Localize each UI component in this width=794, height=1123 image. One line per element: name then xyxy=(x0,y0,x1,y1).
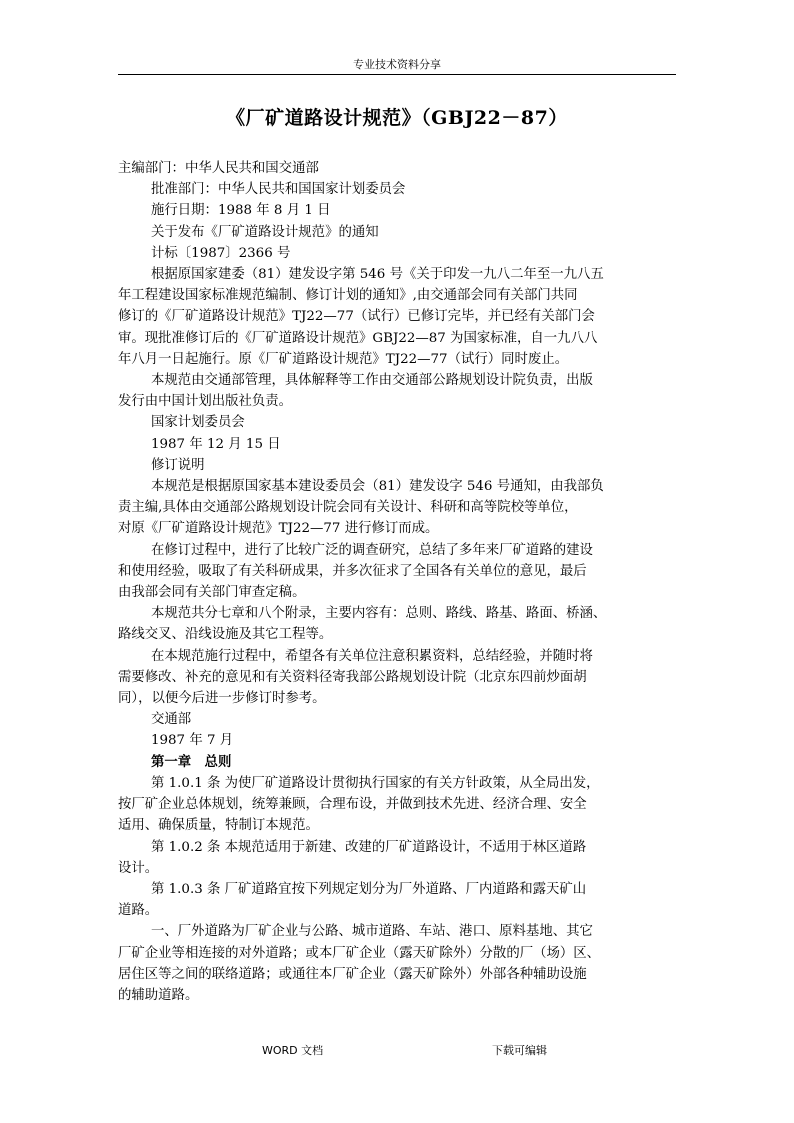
text-line: 发行由中国计划出版社负责。 xyxy=(118,394,293,410)
footer-left: WORD 文档 xyxy=(262,1044,324,1057)
header-divider xyxy=(118,74,676,75)
text-line: 设计。 xyxy=(118,860,159,876)
text-line: 第 1.0.3 条 厂矿道路宜按下列规定划分为厂外道路、厂内道路和露天矿山 xyxy=(151,881,587,897)
text-line: 1987 年 7 月 xyxy=(151,733,234,749)
text-line: 关于发布《厂矿道路设计规范》的通知 xyxy=(151,224,379,240)
text-line: 第 1.0.2 条 本规范适用于新建、改建的厂矿道路设计，不适用于林区道路 xyxy=(151,839,587,855)
text-line: 需要修改、补充的意见和有关资料径寄我部公路规划设计院（北京东四前炒面胡 xyxy=(118,669,587,685)
text-line: 在修订过程中，进行了比较广泛的调查研究，总结了多年来厂矿道路的建设 xyxy=(151,542,593,558)
text-line: 本规范由交通部管理，具体解释等工作由交通部公路规划设计院负责，出版 xyxy=(151,373,593,389)
text-line: 批准部门：中华人民共和国国家计划委员会 xyxy=(151,182,406,198)
text-line: 交通部 xyxy=(151,712,192,728)
text-line: 1987 年 12 月 15 日 xyxy=(151,436,281,452)
text-line: 计标〔1987〕2366 号 xyxy=(151,245,291,261)
text-line: 的辅助道路。 xyxy=(118,987,199,1003)
text-line: 在本规范施行过程中，希望各有关单位注意积累资料，总结经验，并随时将 xyxy=(151,648,593,664)
text-line: 厂矿企业等相连接的对外道路；或本厂矿企业（露天矿除外）分散的厂（场）区、 xyxy=(118,945,601,961)
text-line: 路线交叉、沿线设施及其它工程等。 xyxy=(118,627,333,643)
footer-right: 下载可编辑 xyxy=(492,1044,547,1057)
text-line: 第 1.0.1 条 为使厂矿道路设计贯彻执行国家的有关方针政策，从全局出发， xyxy=(151,775,600,791)
text-line: 由我部会同有关部门审查定稿。 xyxy=(118,585,306,601)
text-line: 年八月一日起施行。原《厂矿道路设计规范》TJ22—77（试行）同时废止。 xyxy=(118,351,569,367)
text-line: 本规范是根据原国家基本建设委员会（81）建发设字 546 号通知，由我部负 xyxy=(151,479,604,495)
text-line: 道路。 xyxy=(118,903,159,919)
text-line: 一、厂外道路为厂矿企业与公路、城市道路、车站、港口、原料基地、其它 xyxy=(151,924,593,940)
page-header: 专业技术资料分享 xyxy=(353,58,441,71)
text-line: 居住区等之间的联络道路；或通往本厂矿企业（露天矿除外）外部各种辅助设施 xyxy=(118,966,587,982)
chapter-heading: 第一章 总则 xyxy=(151,753,232,770)
document-title: 《厂矿道路设计规范》（GBJ22－87） xyxy=(226,107,568,129)
text-line: 根据原国家建委（81）建发设字第 546 号《关于印发一九八二年至一九八五 xyxy=(151,267,604,283)
text-line: 年工程建设国家标准规范编制、修订计划的通知》,由交通部会同有关部门共同 xyxy=(118,288,578,304)
text-line: 修订说明 xyxy=(151,457,205,473)
text-line: 责主编,具体由交通部公路规划设计院会同有关设计、科研和高等院校等单位， xyxy=(118,500,578,516)
text-line: 和使用经验，吸取了有关科研成果，并多次征求了全国各有关单位的意见，最后 xyxy=(118,563,587,579)
text-line: 对原《厂矿道路设计规范》TJ22—77 进行修订而成。 xyxy=(118,521,439,537)
text-line: 适用、确保质量，特制订本规范。 xyxy=(118,818,319,834)
text-line: 本规范共分七章和八个附录，主要内容有：总则、路线、路基、路面、桥涵、 xyxy=(151,606,607,622)
text-line: 施行日期：1988 年 8 月 1 日 xyxy=(151,203,331,219)
text-line: 按厂矿企业总体规划，统筹兼顾，合理布设，并做到技术先进、经济合理、安全 xyxy=(118,797,587,813)
text-line: 修订的《厂矿道路设计规范》TJ22—77（试行）已修订完毕，并已经有关部门会 xyxy=(118,309,595,325)
text-line: 国家计划委员会 xyxy=(151,415,245,431)
document-body xyxy=(118,158,676,1006)
text-line: 审。现批准修订后的《厂矿道路设计规范》GBJ22—87 为国家标准，自一九八八 xyxy=(118,330,598,346)
text-line: 主编部门：中华人民共和国交通部 xyxy=(118,161,319,176)
text-line: 同），以便今后进一步修订时参考。 xyxy=(118,691,326,707)
